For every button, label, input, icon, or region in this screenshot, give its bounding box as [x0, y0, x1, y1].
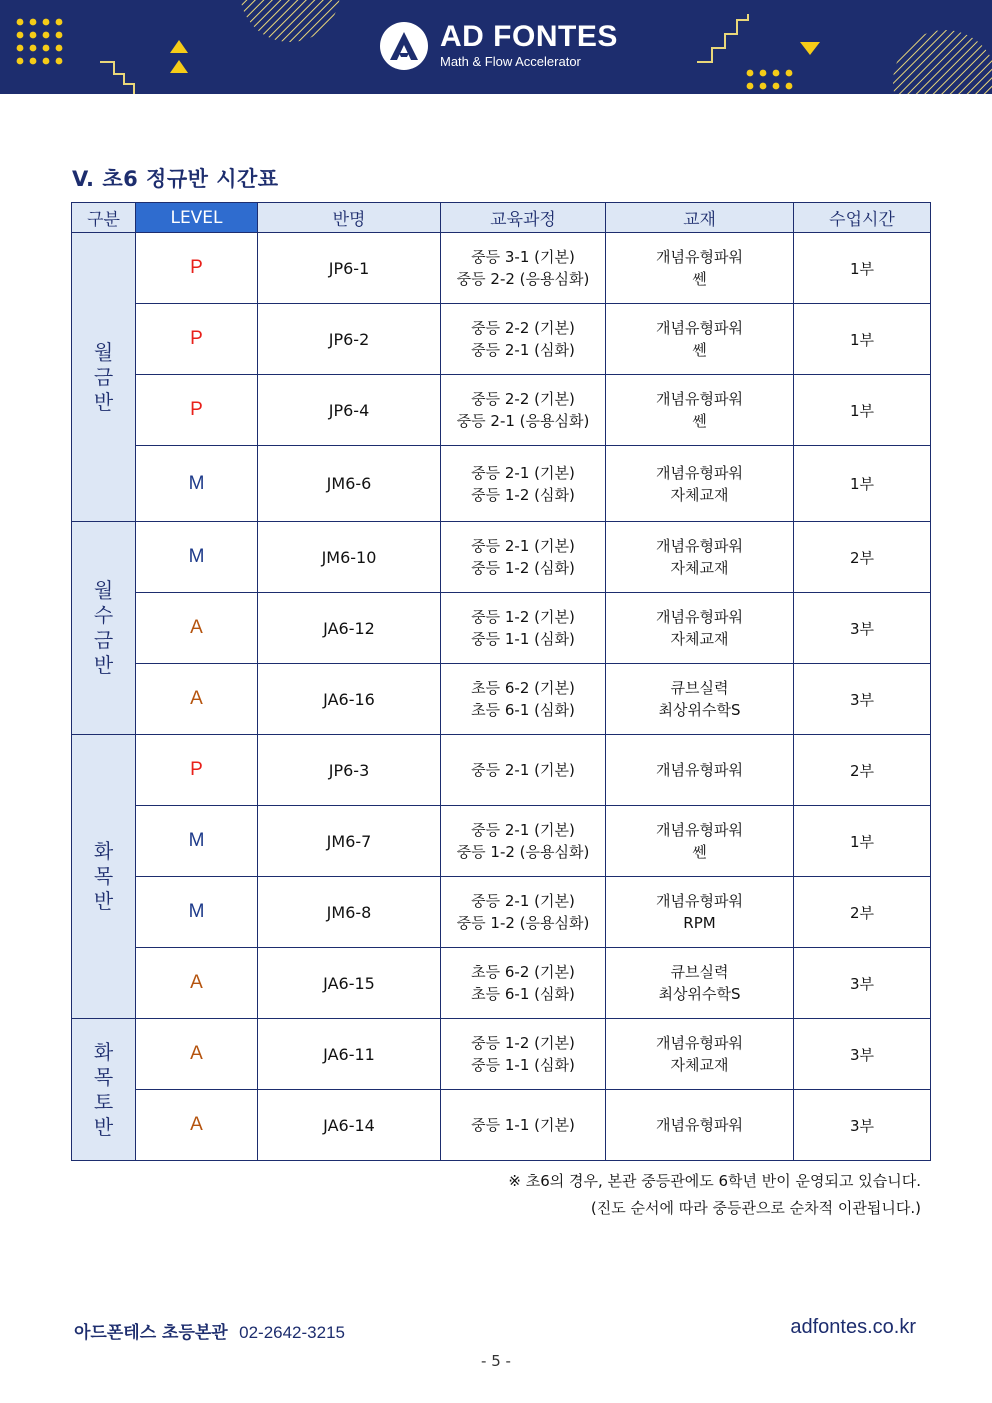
- course-line: 초등 6-2 (기본): [471, 963, 575, 981]
- time-cell: 3부: [794, 948, 931, 1019]
- book-line: 개념유형파워: [656, 1034, 743, 1052]
- brand-tagline: Math & Flow Accelerator: [440, 54, 581, 69]
- note-line-2: (진도 순서에 따라 중등관으로 순차적 이관됩니다.): [590, 1199, 921, 1217]
- book-line: 개념유형파워: [656, 761, 743, 779]
- book-line: 큐브실력: [670, 679, 729, 697]
- book-line: 쎈: [692, 843, 707, 861]
- group-label-char: 토: [93, 1089, 114, 1114]
- brand-name: AD FONTES: [440, 20, 618, 53]
- level-cell: A: [136, 948, 258, 1019]
- table-row: [72, 446, 931, 522]
- brand-logo[interactable]: [380, 22, 618, 70]
- time-cell: 1부: [794, 233, 931, 304]
- group-label: [72, 735, 136, 1019]
- footer-branch: 아드폰테스 초등본관: [74, 1323, 228, 1343]
- time-cell: 1부: [794, 446, 931, 522]
- course-line: 중등 2-2 (응용심화): [456, 270, 590, 288]
- time-cell: 2부: [794, 522, 931, 593]
- table-row: [72, 948, 931, 1019]
- footer-phone[interactable]: 02-2642-3215: [239, 1323, 345, 1342]
- header-level: LEVEL: [136, 203, 258, 233]
- class-name-cell: JM6-8: [258, 877, 441, 948]
- course-cell: [441, 446, 606, 522]
- class-name-cell: JP6-2: [258, 304, 441, 375]
- book-line: 개념유형파워: [656, 390, 743, 408]
- note-line-1: ※ 초6의 경우, 본관 중등관에도 6학년 반이 운영되고 있습니다.: [508, 1172, 921, 1190]
- header-group: 구분: [72, 203, 136, 233]
- group-label-char: 반: [93, 1114, 114, 1139]
- book-cell: [606, 948, 794, 1019]
- time-cell: 3부: [794, 664, 931, 735]
- book-cell: [606, 1090, 794, 1161]
- book-line: 개념유형파워: [656, 537, 743, 555]
- book-line: 최상위수학S: [658, 985, 741, 1003]
- course-cell: [441, 806, 606, 877]
- course-line: 초등 6-2 (기본): [471, 679, 575, 697]
- course-line: 중등 1-2 (응용심화): [456, 914, 590, 932]
- class-name-cell: JA6-12: [258, 593, 441, 664]
- schedule-table: [71, 202, 931, 1161]
- class-name-cell: JM6-10: [258, 522, 441, 593]
- group-label-char: 목: [93, 1064, 114, 1089]
- book-cell: [606, 735, 794, 806]
- course-line: 중등 1-1 (심화): [471, 630, 575, 648]
- book-line: RPM: [683, 914, 716, 932]
- course-line: 중등 1-2 (기본): [471, 1034, 575, 1052]
- group-label-char: 월: [93, 578, 114, 602]
- level-cell: P: [136, 233, 258, 304]
- book-cell: [606, 1019, 794, 1090]
- level-cell: A: [136, 593, 258, 664]
- header-time: 수업시간: [794, 203, 931, 233]
- footer-contact: [74, 1318, 345, 1343]
- time-cell: 1부: [794, 806, 931, 877]
- course-line: 초등 6-1 (심화): [471, 701, 575, 719]
- book-cell: [606, 806, 794, 877]
- book-line: 자체교재: [670, 559, 729, 577]
- book-line: 개념유형파워: [656, 821, 743, 839]
- class-name-cell: JA6-16: [258, 664, 441, 735]
- book-line: 개념유형파워: [656, 608, 743, 626]
- group-label-char: 화: [93, 839, 114, 863]
- book-line: 쎈: [692, 412, 707, 430]
- course-cell: [441, 375, 606, 446]
- level-cell: A: [136, 1090, 258, 1161]
- course-line: 중등 2-1 (기본): [471, 463, 575, 482]
- footer-website[interactable]: adfontes.co.kr: [790, 1316, 916, 1338]
- logo-a-icon: [380, 22, 428, 70]
- time-cell: 2부: [794, 877, 931, 948]
- book-line: 개념유형파워: [656, 319, 743, 337]
- level-cell: P: [136, 304, 258, 375]
- time-cell: 3부: [794, 1090, 931, 1161]
- level-cell: P: [136, 735, 258, 806]
- time-cell: 2부: [794, 735, 931, 806]
- level-cell: A: [136, 664, 258, 735]
- group-label-char: 금: [93, 628, 114, 652]
- class-name-cell: JM6-6: [258, 446, 441, 522]
- table-row: [72, 233, 931, 304]
- course-line: 중등 1-1 (심화): [471, 1056, 575, 1074]
- dot-grid-right: [747, 70, 793, 90]
- course-cell: [441, 593, 606, 664]
- table-row: [72, 375, 931, 446]
- course-line: 중등 2-1 (기본): [471, 892, 575, 910]
- course-cell: [441, 664, 606, 735]
- class-name-cell: JA6-14: [258, 1090, 441, 1161]
- book-line: 자체교재: [670, 485, 729, 504]
- book-line: 개념유형파워: [656, 892, 743, 910]
- group-label-char: 반: [93, 653, 114, 677]
- table-row: [72, 1090, 931, 1161]
- group-label-char: 금: [93, 364, 114, 389]
- book-line: 개념유형파워: [656, 248, 743, 266]
- time-cell: 3부: [794, 593, 931, 664]
- level-cell: M: [136, 522, 258, 593]
- course-cell: [441, 1019, 606, 1090]
- table-row: [72, 593, 931, 664]
- table-row: [72, 806, 931, 877]
- group-label-char: 반: [93, 889, 114, 913]
- course-line: 중등 2-1 (기본): [471, 821, 575, 839]
- course-line: 중등 2-1 (심화): [471, 341, 575, 359]
- course-line: 중등 2-1 (응용심화): [456, 412, 590, 430]
- group-label: [72, 233, 136, 522]
- course-line: 중등 1-2 (응용심화): [456, 843, 590, 861]
- dot-grid-left: [17, 19, 63, 65]
- book-line: 자체교재: [670, 630, 729, 648]
- class-name-cell: JP6-1: [258, 233, 441, 304]
- table-row: [72, 522, 931, 593]
- class-name-cell: JP6-4: [258, 375, 441, 446]
- book-cell: [606, 446, 794, 522]
- class-name-cell: JP6-3: [258, 735, 441, 806]
- class-name-cell: JA6-11: [258, 1019, 441, 1090]
- group-label-char: 목: [93, 864, 114, 888]
- level-cell: A: [136, 1019, 258, 1090]
- book-line: 자체교재: [670, 1056, 729, 1074]
- group-label-char: 수: [93, 603, 114, 627]
- page-number: - 5 -: [481, 1352, 511, 1370]
- group-label-char: 화: [93, 1039, 114, 1064]
- group-label-char: 반: [93, 389, 114, 414]
- course-line: 중등 1-2 (기본): [471, 608, 575, 626]
- book-line: 쎈: [692, 270, 707, 288]
- level-cell: M: [136, 877, 258, 948]
- course-line: 중등 2-1 (기본): [471, 761, 575, 779]
- table-row: [72, 664, 931, 735]
- section-title: V. 초6 정규반 시간표: [72, 167, 279, 191]
- course-line: 중등 1-2 (심화): [471, 559, 575, 577]
- table-row: [72, 304, 931, 375]
- book-line: 쎈: [692, 341, 707, 359]
- header-course: 교육과정: [441, 203, 606, 233]
- time-cell: 1부: [794, 304, 931, 375]
- group-label: [72, 522, 136, 735]
- header-banner: [0, 0, 992, 94]
- table-row: [72, 735, 931, 806]
- time-cell: 3부: [794, 1019, 931, 1090]
- course-line: 초등 6-1 (심화): [471, 985, 575, 1003]
- level-cell: P: [136, 375, 258, 446]
- course-cell: [441, 522, 606, 593]
- course-cell: [441, 233, 606, 304]
- book-line: 최상위수학S: [658, 701, 741, 719]
- group-label: [72, 1019, 136, 1161]
- book-cell: [606, 304, 794, 375]
- course-line: 중등 3-1 (기본): [471, 248, 575, 266]
- table-body: [72, 233, 931, 1161]
- book-line: 개념유형파워: [656, 463, 743, 482]
- header-book: 교재: [606, 203, 794, 233]
- table-row: [72, 1019, 931, 1090]
- table-header-row: [72, 203, 931, 233]
- course-cell: [441, 304, 606, 375]
- book-cell: [606, 877, 794, 948]
- book-cell: [606, 375, 794, 446]
- level-cell: M: [136, 446, 258, 522]
- class-name-cell: JA6-15: [258, 948, 441, 1019]
- time-cell: 1부: [794, 375, 931, 446]
- course-line: 중등 1-2 (심화): [471, 485, 575, 504]
- class-name-cell: JM6-7: [258, 806, 441, 877]
- course-cell: [441, 877, 606, 948]
- table-row: [72, 877, 931, 948]
- book-line: 개념유형파워: [656, 1116, 743, 1134]
- book-cell: [606, 593, 794, 664]
- book-cell: [606, 664, 794, 735]
- course-line: 중등 2-1 (기본): [471, 537, 575, 555]
- course-line: 중등 2-2 (기본): [471, 319, 575, 337]
- header-class: 반명: [258, 203, 441, 233]
- book-cell: [606, 522, 794, 593]
- course-cell: [441, 1090, 606, 1161]
- group-label-char: 월: [93, 339, 114, 364]
- course-line: 중등 1-1 (기본): [471, 1116, 575, 1134]
- course-cell: [441, 948, 606, 1019]
- level-cell: M: [136, 806, 258, 877]
- course-cell: [441, 735, 606, 806]
- book-line: 큐브실력: [670, 963, 729, 981]
- book-cell: [606, 233, 794, 304]
- course-line: 중등 2-2 (기본): [471, 390, 575, 408]
